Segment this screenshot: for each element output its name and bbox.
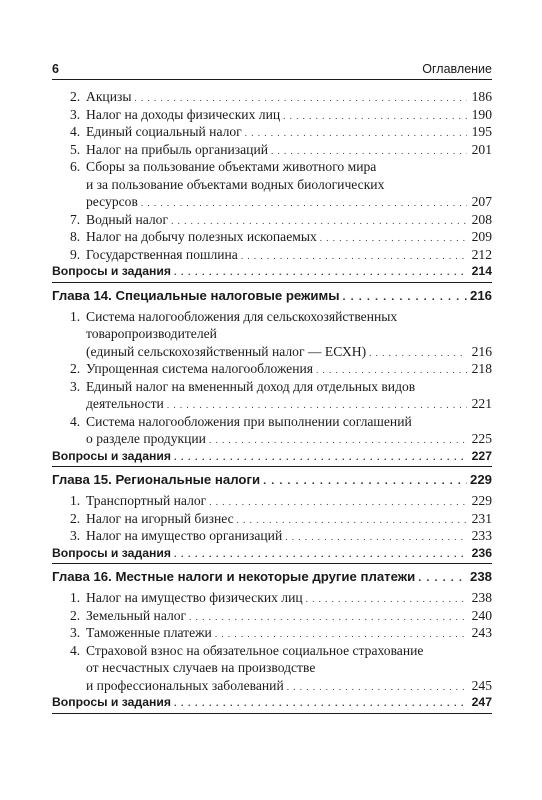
toc-line: [52, 395, 492, 413]
toc-entry-title: Система налогообложения для сельскохозяйственных: [86, 308, 398, 324]
header-rule: [52, 79, 492, 80]
dot-leader: [209, 494, 467, 510]
toc-line-text: [86, 660, 315, 675]
toc-entry-title: Единый налог на вмененный доход для отдельных видов: [86, 378, 416, 394]
toc-entry-title: Глава 16. Местные налоги и некоторые другие платежи: [52, 569, 416, 584]
toc-entry-title: Вопросы и задания: [52, 695, 171, 709]
toc-entry-title: Водный налог: [86, 211, 169, 227]
toc-line-text: [70, 228, 317, 246]
toc-line: [52, 141, 492, 159]
toc-item: [52, 141, 492, 159]
toc-item-number: 1.: [70, 590, 81, 605]
toc-page-number: 233: [471, 528, 492, 543]
toc-entry-title: Налог на прибыль организаций: [86, 141, 268, 157]
toc-entry-title: Вопросы и задания: [52, 448, 171, 463]
toc-line-text: [86, 326, 217, 341]
toc-line: [52, 158, 492, 176]
toc-line-text: [52, 567, 415, 587]
toc-line: [52, 642, 492, 660]
dot-leader: [320, 230, 467, 246]
toc-page-number: 186: [471, 89, 492, 104]
toc-item: [52, 413, 492, 448]
toc-line-text: [52, 545, 171, 563]
toc-line-text: [70, 607, 186, 625]
toc-line-text: [70, 211, 168, 229]
toc-page-number: 229: [471, 493, 492, 508]
toc-item: [52, 642, 492, 695]
toc-page-number: 227: [471, 448, 492, 463]
toc-item-number: 5.: [70, 141, 81, 157]
toc-entry-title: Глава 15. Региональные налоги: [52, 472, 261, 487]
toc-page-number: 247: [471, 695, 492, 709]
toc-entry-title: Налог на имущество организаций: [86, 528, 283, 543]
toc-page-number: 212: [471, 246, 492, 262]
dot-leader: [174, 695, 467, 712]
toc-line: [52, 567, 492, 587]
toc-line: [52, 470, 492, 490]
toc-item: [52, 589, 492, 607]
toc-page-number: 208: [471, 211, 492, 227]
toc-entry-title: о разделе продукции: [86, 431, 206, 446]
dot-leader: [245, 125, 467, 141]
toc-page-number: 221: [471, 396, 492, 411]
dot-leader: [174, 546, 467, 563]
toc-line: [52, 123, 492, 141]
toc-entry-title: Налог на добычу полезных ископаемых: [86, 229, 317, 244]
toc-page-number: 190: [471, 106, 492, 122]
toc-line-text: [52, 263, 171, 281]
toc-page-number: 243: [471, 625, 492, 640]
toc-entry-title: от несчастных случаев на производстве: [86, 660, 316, 675]
toc-line: [52, 211, 492, 229]
toc-item: [52, 510, 492, 528]
toc-page-number: 245: [471, 677, 492, 693]
toc-line: [52, 106, 492, 124]
dot-leader: [167, 397, 467, 413]
toc-item-number: 3.: [70, 378, 81, 394]
toc-entry-title: и профессиональных заболеваний: [86, 677, 284, 693]
toc-line-text: [70, 360, 313, 378]
toc-line: [52, 325, 492, 343]
toc-entry-title: Акцизы: [86, 89, 132, 104]
toc-line: [52, 624, 492, 642]
toc-line-text: [70, 159, 376, 174]
toc-item-number: 4.: [70, 642, 81, 658]
running-header: [52, 62, 492, 80]
dot-leader: [316, 362, 467, 378]
toc-item-number: 2.: [70, 361, 81, 376]
toc-entry-title: Налог на игорный бизнес: [86, 510, 234, 526]
toc-line-text: [86, 395, 164, 413]
toc-line-text: [70, 589, 303, 607]
toc-line: [52, 430, 492, 448]
toc-line: [52, 659, 492, 677]
toc-line-text: [70, 510, 234, 528]
dot-leader: [237, 512, 467, 528]
toc-item-number: 2.: [70, 510, 81, 526]
toc-item: [52, 106, 492, 124]
dot-leader: [134, 90, 467, 106]
toc-entry-title: Транспортный налог: [86, 493, 207, 508]
toc-line-text: [70, 309, 397, 324]
toc-entry-title: (единый сельскохозяйственный налог — ЕСХН): [86, 343, 367, 359]
toc-page-number: 240: [471, 607, 492, 623]
toc-line: [52, 510, 492, 528]
dot-leader: [263, 471, 467, 490]
toc-page-number: 216: [469, 287, 492, 303]
toc-item: [52, 308, 492, 361]
toc-entry-title: ресурсов: [86, 194, 138, 209]
toc-entry-title: Вопросы и задания: [52, 264, 171, 278]
toc-item: [52, 246, 492, 264]
toc-line: [52, 492, 492, 510]
toc-entry-title: Таможенные платежи: [86, 625, 212, 640]
toc-item-number: 9.: [70, 246, 81, 262]
toc-line-text: [52, 694, 171, 712]
toc-line-text: [70, 414, 412, 429]
toc-page-number: 229: [469, 472, 492, 487]
toc-item-number: 4.: [70, 413, 81, 429]
toc-item: [52, 88, 492, 106]
dot-leader: [209, 432, 467, 448]
toc-item: [52, 527, 492, 545]
toc-item: [52, 378, 492, 413]
toc-item-number: 3.: [70, 625, 81, 640]
toc-questions-entry: [52, 545, 492, 565]
dot-leader: [369, 345, 467, 361]
toc-item-number: 3.: [70, 106, 81, 122]
toc-line: [52, 527, 492, 545]
toc-line: [52, 88, 492, 106]
toc-line-text: [70, 527, 282, 545]
toc-page-number: 195: [471, 124, 492, 139]
toc-line-text: [52, 448, 171, 466]
toc-line-text: [70, 246, 238, 264]
toc-line-text: [70, 106, 280, 124]
toc-page-number: 216: [471, 343, 492, 359]
toc-item-number: 1.: [70, 308, 81, 324]
table-of-contents: [52, 88, 492, 717]
toc-questions-entry: [52, 448, 492, 468]
toc-line: [52, 343, 492, 361]
dot-leader: [306, 591, 467, 607]
toc-line-text: [86, 177, 384, 192]
toc-page-number: 225: [471, 431, 492, 446]
toc-page-number: 238: [469, 569, 492, 584]
toc-page-number: 218: [471, 361, 492, 376]
toc-line: [52, 413, 492, 431]
toc-line: [52, 589, 492, 607]
toc-line: [52, 176, 492, 194]
toc-entry-title: Страховой взнос на обязательное социальное страхование: [86, 642, 424, 658]
toc-line: [52, 246, 492, 264]
toc-item-number: 2.: [70, 607, 81, 623]
dot-leader: [343, 287, 467, 306]
toc-line: [52, 677, 492, 695]
toc-item-number: 4.: [70, 124, 81, 139]
toc-entry-title: Государственная пошлина: [86, 246, 238, 262]
toc-entry-title: и за пользование объектами водных биологических: [86, 176, 385, 192]
dot-leader: [174, 449, 467, 466]
dot-leader: [189, 609, 467, 625]
toc-questions-entry: [52, 694, 492, 714]
toc-line-text: [86, 193, 138, 211]
toc-line-text: [70, 492, 206, 510]
dot-leader: [283, 108, 467, 124]
toc-item-number: 6.: [70, 159, 81, 174]
toc-line-text: [70, 643, 423, 658]
dot-leader: [171, 213, 467, 229]
toc-line: [52, 263, 492, 281]
dot-leader: [141, 195, 467, 211]
toc-item: [52, 607, 492, 625]
toc-line: [52, 193, 492, 211]
toc-entry-title: Глава 14. Специальные налоговые режимы: [52, 287, 340, 303]
toc-item-number: 2.: [70, 89, 81, 104]
toc-item: [52, 360, 492, 378]
toc-entry-title: Система налогообложения при выполнении соглашений: [86, 413, 412, 429]
toc-item-number: 8.: [70, 229, 81, 244]
toc-line: [52, 378, 492, 396]
toc-line: [52, 286, 492, 306]
toc-chapter-heading: [52, 567, 492, 587]
toc-page-number: 214: [471, 264, 492, 278]
toc-page-number: 207: [471, 194, 492, 209]
toc-entry-title: деятельности: [86, 396, 164, 411]
toc-item: [52, 624, 492, 642]
toc-entry-title: товаропроизводителей: [86, 326, 217, 341]
toc-item: [52, 211, 492, 229]
toc-line-text: [52, 470, 260, 490]
page-number: 6: [52, 62, 59, 76]
toc-questions-entry: [52, 263, 492, 283]
toc-page-number: 236: [471, 545, 492, 560]
dot-leader: [271, 143, 467, 159]
toc-line-text: [70, 141, 268, 159]
toc-chapter-heading: [52, 470, 492, 490]
toc-item: [52, 492, 492, 510]
toc-page-number: 201: [471, 141, 492, 157]
toc-entry-title: Единый социальный налог: [86, 124, 242, 139]
toc-line-text: [70, 88, 131, 106]
dot-leader: [241, 248, 467, 264]
toc-line-text: [52, 286, 340, 306]
toc-entry-title: Вопросы и задания: [52, 545, 171, 560]
toc-line: [52, 308, 492, 326]
toc-line-text: [70, 123, 242, 141]
toc-line: [52, 694, 492, 712]
toc-chapter-heading: [52, 286, 492, 306]
toc-line-text: [70, 624, 212, 642]
toc-item: [52, 158, 492, 211]
toc-entry-title: Упрощенная система налогообложения: [86, 361, 313, 376]
toc-line: [52, 545, 492, 563]
dot-leader: [287, 679, 467, 695]
dot-leader: [174, 264, 467, 281]
toc-line: [52, 607, 492, 625]
dot-leader: [418, 568, 467, 587]
toc-line-text: [70, 379, 415, 394]
dot-leader: [285, 529, 467, 545]
toc-entry-title: Сборы за пользование объектами животного мира: [86, 159, 377, 174]
dot-leader: [215, 626, 467, 642]
toc-item-number: 3.: [70, 528, 81, 543]
toc-entry-title: Налог на доходы физических лиц: [86, 106, 281, 122]
toc-item: [52, 228, 492, 246]
toc-line: [52, 360, 492, 378]
toc-page-number: 209: [471, 229, 492, 244]
section-title: Оглавление: [422, 62, 492, 76]
toc-page-number: 231: [471, 510, 492, 526]
toc-line-text: [86, 677, 284, 695]
toc-item-number: 7.: [70, 211, 81, 227]
toc-line-text: [86, 430, 206, 448]
toc-item: [52, 123, 492, 141]
toc-entry-title: Налог на имущество физических лиц: [86, 590, 303, 605]
toc-line: [52, 228, 492, 246]
toc-line-text: [86, 343, 366, 361]
toc-line: [52, 448, 492, 466]
toc-entry-title: Земельный налог: [86, 607, 187, 623]
toc-item-number: 1.: [70, 493, 81, 508]
toc-page-number: 238: [471, 590, 492, 605]
